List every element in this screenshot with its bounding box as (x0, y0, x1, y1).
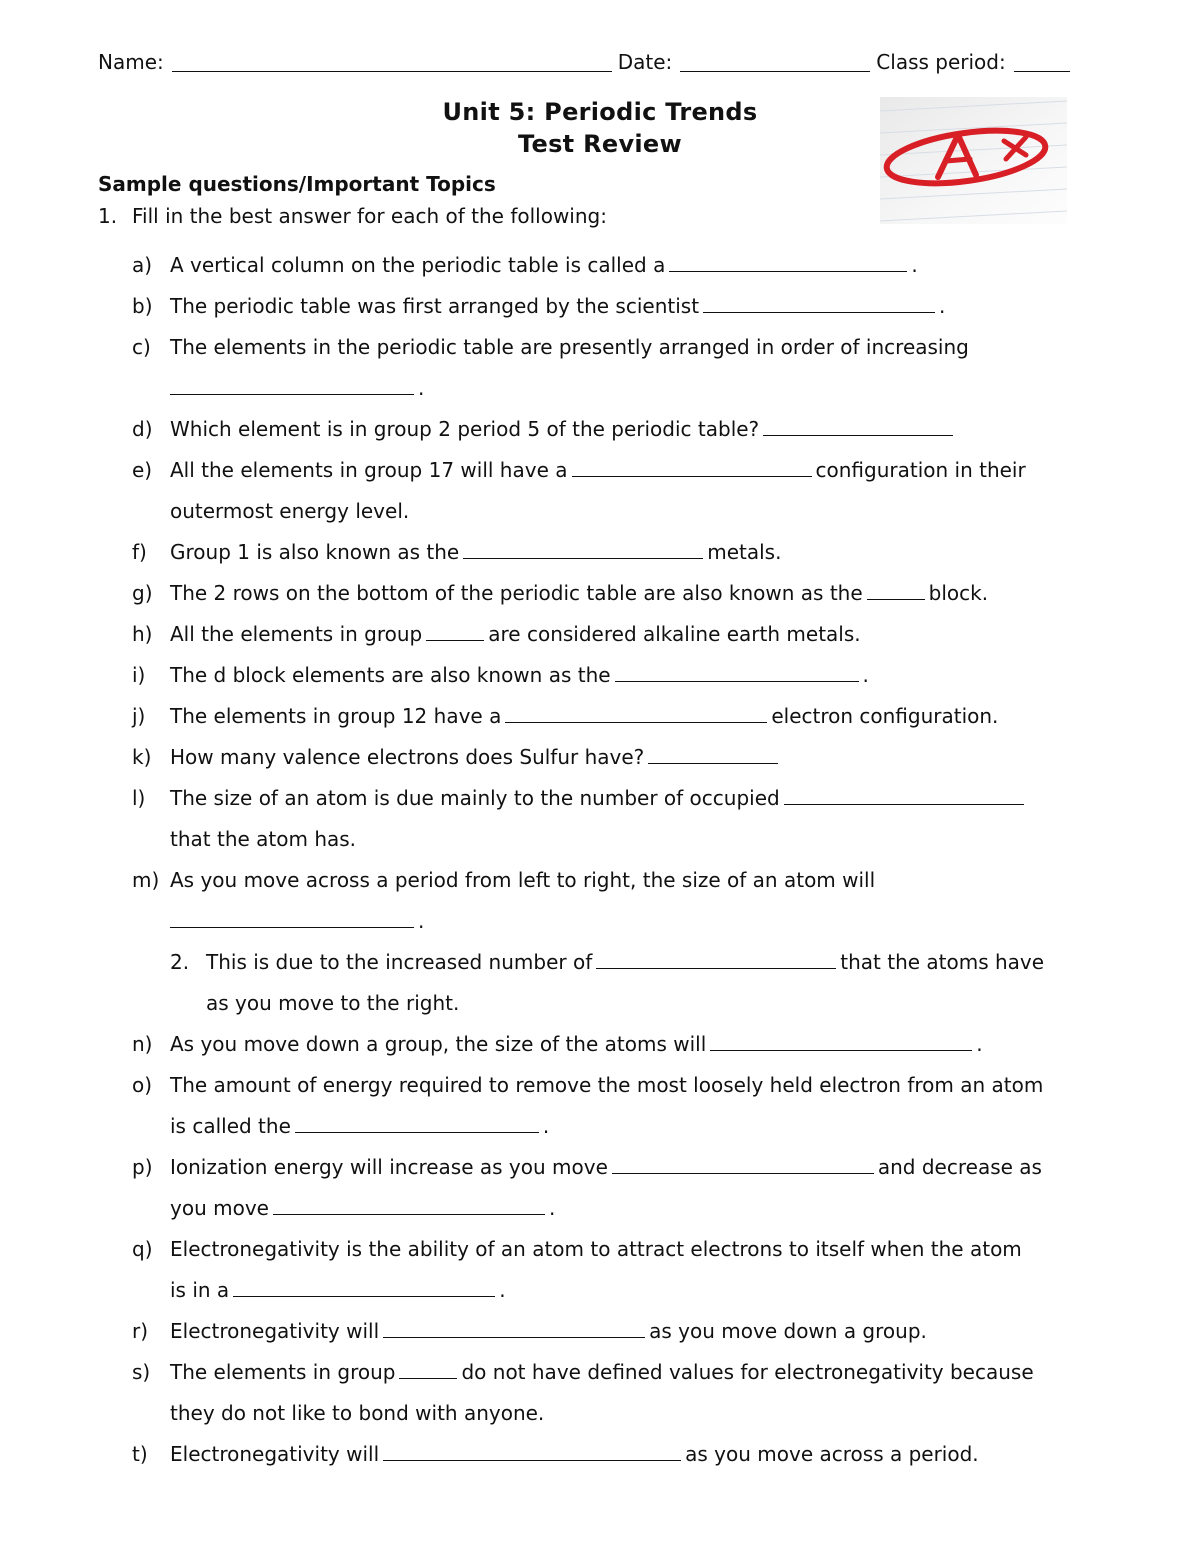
list-item-h: h) All the elements in group are considered alkaline earth metals. (98, 614, 1098, 655)
header-fields (98, 42, 1098, 74)
date-label: Date: (617, 50, 673, 74)
list-item-s: s) The elements in group do not have defined values for electronegativity because they do not like to bond with anyone. (98, 1352, 1098, 1434)
list-item-n: n) As you move down a group, the size of the atoms will . (98, 1024, 1098, 1065)
answer-blank-e[interactable] (572, 452, 812, 477)
date-blank[interactable] (680, 49, 870, 72)
answer-blank-r[interactable] (383, 1313, 645, 1338)
answer-blank-j[interactable] (505, 698, 767, 723)
answer-blank-c[interactable] (170, 370, 414, 395)
list-item-e: e) All the elements in group 17 will have a configuration in their outermost energy level. (98, 450, 1098, 532)
answer-blank-n[interactable] (710, 1026, 972, 1051)
list-item-k: k) How many valence electrons does Sulfur have? (98, 737, 1098, 778)
list-item-m: m) As you move across a period from left to right, the size of an atom will . (132, 868, 876, 933)
question-1-text: Fill in the best answer for each of the following: (132, 204, 607, 228)
list-item-d: d) Which element is in group 2 period 5 of the periodic table? (98, 409, 1098, 450)
name-label: Name: (98, 50, 164, 74)
class-period-blank[interactable] (1014, 49, 1070, 72)
list-item-c: c) The elements in the periodic table are presently arranged in order of increasing . (132, 335, 969, 400)
title-line-2: Test Review (518, 130, 682, 158)
section-heading: Sample questions/Important Topics (98, 172, 496, 196)
list-item-g: g) The 2 rows on the bottom of the periodic table are also known as the block. (98, 573, 1098, 614)
answer-blank-t[interactable] (383, 1436, 681, 1461)
list-item-i: i) The d block elements are also known as the . (98, 655, 1098, 696)
answer-blank-i[interactable] (615, 657, 859, 682)
answer-blank-a[interactable] (669, 247, 907, 272)
list-item-t: t) Electronegativity will as you move across a period. (98, 1434, 1098, 1475)
list-item-q: q) Electronegativity is the ability of an atom to attract electrons to itself when the atom is in a . (132, 1237, 1022, 1302)
list-item-r: r) Electronegativity will as you move down a group. (98, 1311, 1098, 1352)
title-line-1: Unit 5: Periodic Trends (442, 98, 758, 126)
answer-blank-g[interactable] (867, 575, 925, 600)
answer-blank-p-2[interactable] (273, 1190, 545, 1215)
answer-blank-l[interactable] (784, 780, 1024, 805)
answer-blank-m[interactable] (170, 903, 414, 928)
list-item-a: a) A vertical column on the periodic table is called a . (98, 245, 1098, 286)
list-item-b: b) The periodic table was first arranged by the scientist . (98, 286, 1098, 327)
question-list (98, 245, 1098, 1475)
answer-blank-o[interactable] (295, 1108, 539, 1133)
list-item-l: l) The size of an atom is due mainly to the number of occupied that the atom has. (98, 778, 1098, 860)
answer-blank-k[interactable] (648, 739, 778, 764)
answer-blank-p-1[interactable] (612, 1149, 874, 1174)
answer-blank-q[interactable] (233, 1272, 495, 1297)
page-title (300, 96, 900, 160)
list-item-o: o) The amount of energy required to remove the most loosely held electron from an atom is called the . (132, 1073, 1044, 1138)
question-1-number: 1. (98, 204, 118, 228)
answer-blank-s[interactable] (399, 1354, 457, 1379)
list-item-p: p) Ionization energy will increase as you move and decrease as you move . (98, 1147, 1098, 1229)
answer-blank-b[interactable] (703, 288, 935, 313)
list-item-j: j) The elements in group 12 have a electron configuration. (98, 696, 1098, 737)
answer-blank-d[interactable] (763, 411, 953, 436)
class-period-label: Class period: (876, 50, 1006, 74)
list-item-f: f) Group 1 is also known as the metals. (98, 532, 1098, 573)
list-item-m-2: 2. This is due to the increased number of that the atoms have as you move to the right. (98, 942, 1098, 1024)
name-blank[interactable] (172, 49, 612, 72)
answer-blank-f[interactable] (463, 534, 703, 559)
question-1 (98, 204, 1098, 228)
answer-blank-m-2[interactable] (596, 944, 836, 969)
answer-blank-h[interactable] (426, 616, 484, 641)
